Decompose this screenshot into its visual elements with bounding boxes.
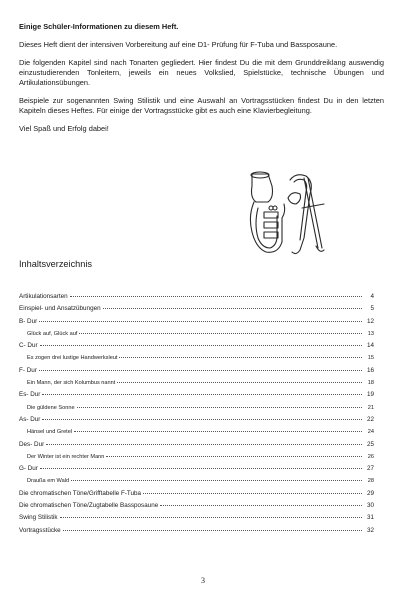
- toc-entry-title: Des- Dur: [19, 440, 45, 448]
- toc-dot-leader: [39, 370, 362, 371]
- toc-entry: [19, 389, 374, 401]
- toc-entry-title: Der Winter ist ein rechter Mann: [27, 453, 105, 460]
- toc-entry: [19, 463, 374, 475]
- toc-entry: [19, 525, 374, 537]
- toc-entry-title: Die chromatischen Töne/Zugtabelle Bassposaune: [19, 502, 159, 510]
- intro-paragraph-2: Die folgenden Kapitel sind nach Tonarten gegliedert. Hier findest Du die mit dem Grunddreiklang auswendig einzustudierenden Tonleitern, jeweils ein neues Volkslied, Spielstücke, technische Übungen und Artikulationsübungen.: [19, 58, 384, 87]
- toc-dot-leader: [42, 419, 362, 420]
- intro-heading: Einige Schüler-Informationen zu diesem Heft.: [19, 22, 179, 31]
- intro-section: [19, 22, 384, 142]
- toc-dot-leader: [42, 394, 362, 395]
- toc-dot-leader: [70, 296, 362, 297]
- toc-dot-leader: [40, 345, 362, 346]
- toc-subentry: [19, 402, 374, 414]
- toc-title: Inhaltsverzeichnis: [19, 259, 93, 269]
- toc-subentry: [19, 426, 374, 438]
- toc-entry: [19, 365, 374, 377]
- toc-entry-page: 12: [366, 317, 374, 325]
- toc-entry: [19, 316, 374, 328]
- toc-entry-page: 22: [366, 415, 374, 423]
- toc-entry-page: 18: [367, 380, 374, 387]
- toc-dot-leader: [117, 382, 362, 383]
- toc-entry-page: 31: [366, 514, 374, 522]
- toc-entry-title: Ein Mann, der sich Kolumbus nannt: [27, 380, 116, 387]
- toc-dot-leader: [60, 517, 363, 518]
- toc-entry-title: Es- Dur: [19, 391, 41, 399]
- toc-entry: [19, 303, 374, 315]
- toc-subentry: [19, 451, 374, 463]
- toc-dot-leader: [119, 357, 362, 358]
- toc-dot-leader: [74, 431, 362, 432]
- toc-entry-page: 13: [367, 330, 374, 337]
- toc-entry-page: 19: [366, 391, 374, 399]
- toc-entry-page: 4: [370, 293, 374, 300]
- toc-dot-leader: [40, 468, 362, 469]
- toc-entry: [19, 414, 374, 426]
- toc-entry-page: 16: [366, 366, 374, 374]
- toc-dot-leader: [39, 321, 362, 322]
- toc-entry-title: Hänsel und Gretel: [27, 429, 73, 436]
- intro-paragraph-3: Beispiele zur sogenannten Swing Stilistik und eine Auswahl an Vortragsstücken findest Du in den letzten Kapiteln dieses Heftes. Für einige der Vortragsstücke gibt es auch eine Klavierbegleitung.: [19, 96, 384, 115]
- instruments-drawing-icon: [244, 168, 328, 260]
- table-of-contents: [19, 291, 374, 537]
- toc-entry-title: Die güldene Sonne: [27, 404, 75, 411]
- toc-entry-title: Swing Stilistik: [19, 514, 58, 522]
- toc-entry: [19, 340, 374, 352]
- toc-entry-title: Die chromatischen Töne/Grifftabelle F-Tuba: [19, 489, 142, 497]
- toc-entry-title: C- Dur: [19, 342, 38, 350]
- toc-entry-page: 21: [367, 404, 374, 411]
- toc-entry-title: B- Dur: [19, 317, 38, 325]
- toc-entry-page: 26: [367, 453, 374, 460]
- toc-entry-page: 15: [367, 355, 374, 362]
- toc-entry-title: Einspiel- und Ansatzübungen: [19, 305, 101, 313]
- toc-entry-page: 28: [367, 478, 374, 485]
- toc-subentry: [19, 377, 374, 389]
- toc-entry-title: Draußa em Wald: [27, 478, 70, 485]
- toc-entry-title: As- Dur: [19, 415, 41, 423]
- intro-paragraph-1: Dieses Heft dient der intensiven Vorbereitung auf eine D1- Prüfung für F-Tuba und Bassposaune.: [19, 40, 338, 49]
- toc-dot-leader: [63, 530, 362, 531]
- toc-entry: [19, 291, 374, 303]
- toc-entry-page: 14: [366, 342, 374, 350]
- toc-entry-page: 27: [366, 465, 374, 473]
- toc-entry-title: Artikulationsarten: [19, 293, 68, 300]
- toc-entry-title: Vortragsstücke: [19, 526, 61, 534]
- toc-entry-page: 32: [366, 526, 374, 534]
- toc-dot-leader: [79, 333, 362, 334]
- toc-entry-title: Glück auf, Glück auf: [27, 330, 78, 337]
- toc-dot-leader: [103, 308, 362, 309]
- toc-subentry: [19, 328, 374, 340]
- toc-dot-leader: [71, 480, 362, 481]
- toc-dot-leader: [46, 444, 362, 445]
- intro-paragraph-4: Viel Spaß und Erfolg dabei!: [19, 124, 109, 133]
- toc-entry-title: G- Dur: [19, 465, 38, 473]
- toc-subentry: [19, 352, 374, 364]
- toc-entry-page: 30: [366, 502, 374, 510]
- toc-entry-page: 24: [367, 429, 374, 436]
- tuba-and-trombone-illustration: [244, 168, 328, 260]
- toc-dot-leader: [143, 493, 362, 494]
- toc-entry: [19, 500, 374, 512]
- toc-entry: [19, 488, 374, 500]
- page-number: 3: [201, 576, 205, 585]
- toc-entry-page: 25: [366, 440, 374, 448]
- toc-subentry: [19, 475, 374, 487]
- toc-entry-page: 5: [370, 305, 374, 313]
- toc-entry: [19, 439, 374, 451]
- toc-entry-page: 29: [366, 489, 374, 497]
- toc-dot-leader: [77, 407, 362, 408]
- toc-entry-title: Es zogen drei lustige Handwerksleut: [27, 355, 118, 362]
- toc-dot-leader: [106, 456, 362, 457]
- toc-entry: [19, 512, 374, 524]
- toc-entry-title: F- Dur: [19, 366, 37, 374]
- toc-dot-leader: [160, 505, 362, 506]
